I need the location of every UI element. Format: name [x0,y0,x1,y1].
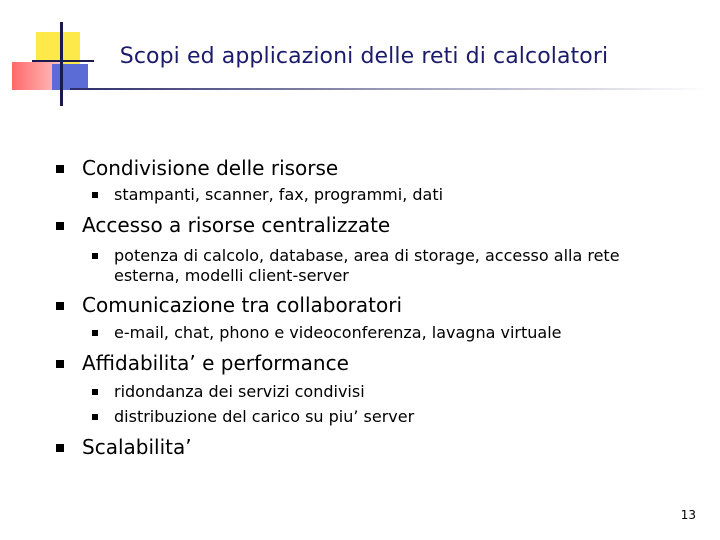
square-bullet-icon [56,165,64,173]
square-bullet-icon [56,222,64,230]
sub-bullet-text: stampanti, scanner, fax, programmi, dati [114,185,444,204]
square-bullet-icon [56,360,64,368]
square-bullet-icon [56,302,64,310]
bullet-text: Accesso a risorse centralizzate [82,213,391,237]
sub-bullet-item [92,382,672,402]
bullet-item [56,213,390,237]
square-bullet-icon [92,414,98,420]
sub-bullet-text: e-mail, chat, phono e videoconferenza, lavagna virtuale [114,323,562,342]
square-bullet-icon [92,330,98,336]
square-bullet-icon [56,444,64,452]
square-bullet-icon [92,192,98,198]
bullet-text: Scalabilita’ [82,435,192,459]
page-number: 13 [680,508,696,522]
bullet-item [56,435,192,459]
bullet-item [56,351,349,375]
sub-bullet-text: potenza di calcolo, database, area di storage, accesso alla rete esterna, modelli client-server [114,246,620,285]
square-bullet-icon [92,253,98,259]
bullet-item [56,156,338,180]
sub-bullet-item [92,185,672,205]
title-divider [70,88,710,90]
square-bullet-icon [92,389,98,395]
bullet-text: Affidabilita’ e performance [82,351,349,375]
sub-bullet-text: distribuzione del carico su piu’ server [114,407,415,426]
sub-bullet-text: ridondanza dei servizi condivisi [114,382,365,401]
sub-bullet-item [92,323,672,343]
bullet-item [56,293,402,317]
slide-title: Scopi ed applicazioni delle reti di calcolatori [119,44,609,69]
bullet-text: Condivisione delle risorse [82,156,339,180]
sub-bullet-item [92,407,672,427]
sub-bullet-item [92,246,672,286]
bullet-text: Comunicazione tra collaboratori [82,293,403,317]
